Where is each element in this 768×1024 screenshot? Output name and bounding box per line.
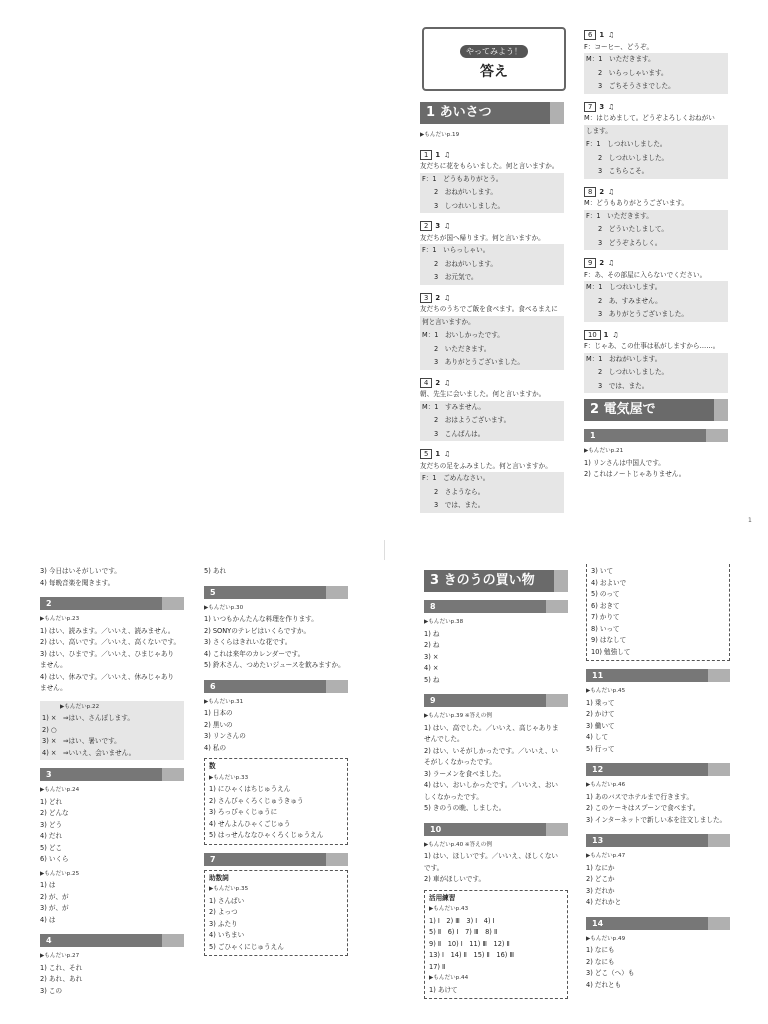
q13-answers [586, 863, 730, 909]
answer-line: 3) ろっぴゃくじゅうに [209, 808, 278, 816]
answer-line: 3) どこ（へ）も [586, 969, 635, 977]
answer-line: 3) 働いて [586, 721, 615, 730]
p2-col-a [40, 566, 184, 997]
answer-line: 17) Ⅱ [429, 962, 446, 971]
answer-line: 1) これ、それ [40, 963, 83, 972]
q7-answers [209, 896, 343, 954]
answer-line: F：1 いらっしゃい。 [420, 244, 564, 258]
question-number: 7 [584, 102, 596, 112]
title-box [422, 27, 566, 91]
answer-line: 1) なにか [586, 863, 615, 872]
q11-answers [586, 698, 730, 756]
q3-answers [40, 797, 184, 866]
answer-line: 3) いて [591, 567, 614, 575]
question-header [420, 221, 564, 233]
answer-line: 2 おねがいします。 [420, 186, 564, 200]
answer-number: 1 [599, 31, 605, 39]
q10c-ref: ▶もんだいp.44 [429, 975, 469, 981]
q6b-ref: ▶もんだいp.33 [209, 774, 249, 781]
question-number: 4 [420, 378, 432, 388]
answer-line: 何と言いますか。 [420, 316, 564, 330]
answer-line: 1) にひゃくはちじゅうえん [209, 785, 291, 793]
answer-line: 2) どこか [586, 875, 615, 883]
answer-number: 1 [435, 150, 441, 159]
q8-answers [424, 629, 568, 687]
answer-line: M：1 おいしかったです。 [420, 329, 564, 343]
q7-label: 助数詞 [209, 873, 229, 882]
audio-track-icon: ♫ [608, 259, 615, 267]
answer-line: 友だちに花をもらいました。何と言いますか。 [420, 162, 559, 170]
answer-line: 5) 行って [586, 744, 615, 753]
answer-number: 2 [599, 259, 605, 267]
answer-line: せんでした。 [424, 735, 464, 743]
answer-number: 1 [435, 450, 441, 458]
answer-line: 2) これはノートじゃありません。 [584, 470, 686, 478]
q9-title: 9 [424, 694, 568, 707]
audio-track-icon: ♫ [444, 378, 451, 387]
audio-track-icon: ♫ [444, 150, 451, 159]
answer-line: 3 ありがとうございました。 [420, 356, 564, 370]
answer-number: 1 [603, 330, 609, 339]
answer-line: 2 おはようございます。 [420, 414, 564, 428]
p2-top-lines [40, 566, 184, 589]
s2-q-title: 1 [584, 429, 728, 442]
q7-ref: ▶もんだいp.35 [209, 886, 249, 892]
answer-line: 5) Ⅱ 6) Ⅰ 7) Ⅲ 8) Ⅱ [429, 928, 498, 936]
q5-answers [204, 614, 348, 672]
answer-line: 1) は [40, 881, 56, 889]
title-badge: やってみよう！ [460, 45, 528, 58]
audio-track-icon: ♫ [608, 31, 615, 39]
answer-line: ません。 [40, 661, 67, 669]
answer-number: 2 [435, 293, 441, 302]
q4-answers [40, 963, 184, 998]
answer-line: 3 では、また。 [584, 380, 728, 394]
answer-line: 4) 私の [204, 743, 227, 752]
answer-line: 5) 鈴木さん、つめたいジュースを飲みますか。 [204, 661, 345, 669]
answer-number: 2 [435, 378, 441, 387]
answer-line: 2) ○ [42, 725, 57, 734]
q10-answers [424, 851, 568, 886]
q8-ref: ▶もんだいp.38 [424, 619, 464, 625]
answer-line: 2) なにも [586, 957, 615, 966]
answer-line: M：はじめまして。どうぞよろしくおねがい [584, 114, 715, 122]
answer-line: 2 あ、すみません。 [584, 295, 728, 309]
section-title-1: 1 あいさつ [420, 102, 564, 124]
audio-track-icon: ♫ [612, 330, 619, 339]
answer-line: 4) いちまい [209, 931, 245, 939]
answer-number: 3 [599, 102, 605, 111]
answer-line: F：1 いただきます。 [584, 210, 728, 224]
answer-line: 朝、先生に会いました。何と言いますか。 [420, 390, 546, 398]
answer-line: M：1 しつれいします。 [584, 281, 728, 295]
s2-answers [584, 458, 728, 481]
answer-line: 1) Ⅰ 2) Ⅲ 3) Ⅰ 4) Ⅰ [429, 916, 495, 925]
q10c-answers [429, 985, 563, 997]
q12-title: 12 [586, 763, 730, 776]
answer-line: 2) さんびゃくろくじゅうきゅう [209, 796, 304, 805]
audio-track-icon: ♫ [444, 222, 451, 230]
q6b-label: 数 [209, 762, 216, 770]
audio-track-icon: ♫ [444, 293, 451, 302]
answer-line: 5) ごひゃくにじゅうえん [209, 942, 284, 951]
answer-line: 9) Ⅱ 10) Ⅰ 11) Ⅲ 12) Ⅱ [429, 939, 510, 948]
q12-ref: ▶もんだいp.46 [586, 782, 626, 788]
q14-title: 14 [586, 917, 730, 930]
q13-ref: ▶もんだいp.47 [586, 853, 626, 859]
q5-title: 5 [204, 586, 348, 599]
answer-line: です。 [424, 863, 444, 872]
q10b-ref: ▶もんだいp.43 [429, 906, 469, 912]
answer-line: 3) ラーメンを食べました。 [424, 769, 506, 778]
answer-line: 1) ね [424, 629, 440, 638]
p1-right-questions [584, 30, 728, 393]
answer-line: 1) はい、読みます。／いいえ、読みません。 [40, 626, 175, 635]
answer-line: F：1 ごめんなさい。 [420, 472, 564, 486]
title-main: 答え [480, 64, 508, 80]
answer-line: 6) おきて [591, 601, 620, 610]
answer-line: 友だちの足をふみました。何と言いますか。 [420, 461, 552, 470]
q11-ref: ▶もんだいp.45 [586, 688, 626, 694]
q3b-ref: ▶もんだいp.25 [40, 870, 80, 877]
answer-line: 3) はい、ひまです。／いいえ、ひまじゃあり [40, 649, 175, 658]
q10-ref: ▶もんだいp.40 ※答えの例 [424, 841, 492, 848]
answer-line: 4) だれ [40, 832, 63, 840]
p2-col-b [204, 566, 348, 960]
answer-line: F：あ、その部屋に入らないでください。 [584, 270, 707, 279]
answer-line: 9) はなして [591, 636, 627, 644]
answer-line: 3) だれか [586, 886, 615, 895]
answer-line: 1) いつもかんたんな料理を作ります。 [204, 615, 318, 623]
question-header [420, 378, 564, 390]
q7-title: 7 [204, 853, 348, 866]
q6b-box [204, 758, 348, 845]
answer-line: 1) はい、高でした。／いいえ、高じゃありま [424, 723, 559, 732]
q11-title: 11 [586, 669, 730, 682]
section-title-2: 2 電気屋で [584, 399, 728, 421]
answer-line: 5) ね [424, 675, 440, 684]
answer-line: 1) リンさんは中国人です。 [584, 458, 665, 467]
answer-line: 13) Ⅰ 14) Ⅱ 15) Ⅱ 16) Ⅲ [429, 951, 514, 959]
question-number: 9 [584, 258, 596, 268]
answer-line: 2) あれ、あれ [40, 975, 83, 983]
q14-ref: ▶もんだいp.49 [586, 935, 626, 942]
q2b-ref: ▶もんだいp.22 [60, 703, 100, 710]
answer-line: 4) して [586, 733, 609, 741]
p3-col [424, 564, 568, 1003]
answer-line: 3) ふたり [209, 919, 238, 928]
answer-line: M：1 いただきます。 [584, 53, 728, 67]
answer-line: 3) この [40, 986, 63, 995]
answer-line: 2 さようなら。 [420, 486, 564, 500]
answer-line: 4) はい、おいしかったです。／いいえ、おい [424, 781, 559, 789]
answer-line: 5) どこ [40, 843, 63, 852]
answer-line: 2) かけて [586, 710, 615, 718]
answer-line: 2) ね [424, 641, 440, 649]
answer-line: 4) は [40, 915, 56, 924]
q2b-answers [42, 713, 184, 759]
answer-line: F：1 しつれいしました。 [584, 138, 728, 152]
answer-line: 3 ごちそうさまでした。 [584, 80, 728, 94]
answer-line: 1) さんばい [209, 896, 245, 905]
question-number: 8 [584, 187, 596, 197]
p1-right-column [584, 22, 728, 481]
answer-line: 3) が、が [40, 904, 69, 912]
question-number: 6 [584, 30, 596, 40]
answer-line: F：1 どうもありがとう。 [420, 173, 564, 187]
s2-ref: ▶もんだいp.21 [584, 448, 624, 454]
answer-line: 3) × [424, 652, 439, 661]
answer-line: 2 いただきます。 [420, 343, 564, 357]
answer-line: 3) リンさんの [204, 732, 246, 740]
question-number: 2 [420, 221, 432, 231]
answer-line: 1) 日本の [204, 709, 233, 717]
p4-col [586, 564, 730, 991]
q6-ref: ▶もんだいp.31 [204, 698, 244, 705]
answer-line: 4) およいで [591, 578, 627, 587]
section-title-3: 3 きのうの買い物 [424, 570, 568, 592]
q5-ref: ▶もんだいp.30 [204, 604, 244, 611]
answer-line: 1) はい、ほしいです。／いいえ、ほしくない [424, 852, 559, 860]
answer-line: 4) だれとも [586, 980, 622, 989]
audio-track-icon: ♫ [608, 102, 615, 111]
answer-line: 2 しつれいしました。 [584, 152, 728, 166]
question-header [420, 293, 564, 305]
answer-line: 3 こんばんは。 [420, 428, 564, 442]
answer-line: 1) あけて [429, 985, 458, 994]
audio-track-icon: ♫ [608, 187, 615, 196]
answer-line: しくなかったです。 [424, 792, 483, 801]
answer-line: 2) よっつ [209, 908, 238, 916]
question-header [584, 187, 728, 199]
answer-line: 3) × ⇒はい、暑いです。 [42, 737, 121, 745]
answer-number: 3 [435, 222, 441, 230]
q2b-box [40, 701, 184, 761]
answer-line: 3) どう [40, 820, 63, 829]
answer-page-2 [0, 560, 384, 1024]
answer-line: 2) どんな [40, 809, 69, 817]
answer-page-4 [576, 560, 768, 1024]
q3-title: 3 [40, 768, 184, 781]
answer-line: 10) 勉強して [591, 647, 631, 656]
answer-line: 6) いくら [40, 855, 69, 863]
audio-track-icon: ♫ [444, 450, 451, 458]
q4-title: 4 [40, 934, 184, 947]
question-header [584, 258, 728, 270]
q8-title: 8 [424, 600, 568, 613]
answer-line: 2) このケーキはスプーンで食べます。 [586, 804, 700, 812]
answer-line: 3 ありがとうございました。 [584, 308, 728, 322]
answer-line: 3 お元気で。 [420, 271, 564, 285]
q14-answers [586, 945, 730, 991]
p2b-top-lines [204, 566, 348, 578]
q2-title: 2 [40, 597, 184, 610]
answer-line: 2) はい、高いです。／いいえ、高くないです。 [40, 638, 181, 646]
answer-line: F：コーヒー、どうぞ。 [584, 42, 654, 51]
answer-line: 3) さくらはきれいな花です。 [204, 638, 292, 646]
answer-line: 3) 今日はいそがしいです。 [40, 567, 121, 575]
q10b-answers [429, 916, 563, 974]
question-number: 1 [420, 150, 432, 160]
p1-left-column [420, 96, 564, 513]
q3-ref: ▶もんだいp.24 [40, 787, 80, 793]
question-header [584, 102, 728, 114]
question-header [420, 449, 564, 461]
answer-line: 2 どういたしまして。 [584, 223, 728, 237]
answer-line: 5) のって [591, 590, 620, 598]
answer-number: 2 [599, 187, 605, 196]
q2-ref: ▶もんだいp.23 [40, 616, 80, 622]
q6b-answers [209, 784, 343, 842]
answer-line: ません。 [40, 684, 67, 692]
answer-line: 3 しつれいしました。 [420, 200, 564, 214]
q3b-answers [40, 880, 184, 926]
answer-line: 1) × ⇒はい、さんぽします。 [42, 714, 134, 722]
answer-line: 3) インターネットで新しい本を注文しました。 [586, 815, 727, 824]
answer-line: します。 [584, 125, 728, 139]
answer-line: 2 しつれいしました。 [584, 366, 728, 380]
answer-line: 4) × [424, 664, 439, 672]
answer-line: 4) はい、休みです。／いいえ、休みじゃあり [40, 672, 175, 681]
answer-line: 7) かりて [591, 613, 620, 621]
answer-line: 1) なにも [586, 946, 615, 954]
q9-answers [424, 723, 568, 815]
q9-ref: ▶もんだいp.39 ※答えの例 [424, 713, 492, 719]
answer-line: 4) だれかと [586, 898, 622, 906]
ref-label: ▶もんだいp.19 [420, 132, 460, 138]
q10b-label: 活用練習 [429, 893, 456, 902]
answer-line: 5) きのうの晩、しました。 [424, 804, 506, 812]
q13-title: 13 [586, 834, 730, 847]
answer-line: 3 では、また。 [420, 499, 564, 513]
q7-box [204, 870, 348, 957]
answer-page-3 [384, 560, 576, 1024]
q2-answers [40, 626, 184, 695]
answer-line: 5) あれ [204, 567, 227, 575]
answer-line: 2) SONYのテレビはいくらですか。 [204, 626, 311, 635]
answer-line: 4) × ⇒いいえ、会いません。 [42, 748, 136, 757]
question-number: 3 [420, 293, 432, 303]
answer-line: 1) どれ [40, 797, 63, 806]
q6-answers [204, 708, 348, 754]
answer-line: 2 いらっしゃいます。 [584, 67, 728, 81]
q10b-box [424, 890, 568, 1000]
answer-line: F：じゃあ、この仕事は私がしますから……。 [584, 342, 720, 350]
question-number: 10 [584, 330, 601, 340]
question-header [420, 150, 564, 162]
answer-line: 友だちが国へ帰ります。何と言いますか。 [420, 233, 545, 242]
answer-line: 2) 黒いの [204, 720, 233, 729]
p4-top-box [586, 564, 730, 661]
answer-line: 友だちのうちでご飯を食べます。食べるまえに [420, 305, 558, 313]
answer-line: 2 おねがいします。 [420, 258, 564, 272]
answer-line: M：1 すみません。 [420, 401, 564, 415]
p1-left-questions [420, 150, 564, 513]
answer-line: 8) いって [591, 624, 620, 633]
answer-line: 3 こちらこそ。 [584, 165, 728, 179]
answer-line: 2) はい、いそがしかったです。／いいえ、い [424, 746, 559, 755]
answer-line: 1) あのバスでホテルまで行きます。 [586, 792, 693, 801]
q10-title: 10 [424, 823, 568, 836]
answer-line: M：どうもありがとうございます。 [584, 199, 689, 207]
question-header [584, 30, 728, 42]
q6-title: 6 [204, 680, 348, 693]
answer-line: 5) はっせんななひゃくろくじゅうえん [209, 831, 324, 839]
question-header [584, 330, 728, 342]
answer-line: 3 どうぞよろしく。 [584, 237, 728, 251]
q12-answers [586, 792, 730, 827]
answer-line: 2) が、が [40, 892, 69, 901]
answer-line: M：1 おねがいします。 [584, 353, 728, 367]
answer-page-1 [384, 0, 768, 540]
answer-line: そがしくなかったです。 [424, 758, 497, 766]
answer-line: 1) 乗って [586, 698, 615, 707]
answer-line: 4) せんよんひゃくごじゅう [209, 819, 291, 828]
answer-line: 4) これは来年のカレンダーです。 [204, 649, 305, 658]
answer-line: 2) 車がほしいです。 [424, 875, 486, 883]
question-number: 5 [420, 449, 432, 459]
page-number: 1 [748, 517, 752, 524]
p4-top-lines [591, 566, 725, 658]
answer-line: 4) 每晩音楽を聞きます。 [40, 578, 115, 587]
q4-ref: ▶もんだいp.27 [40, 953, 80, 959]
